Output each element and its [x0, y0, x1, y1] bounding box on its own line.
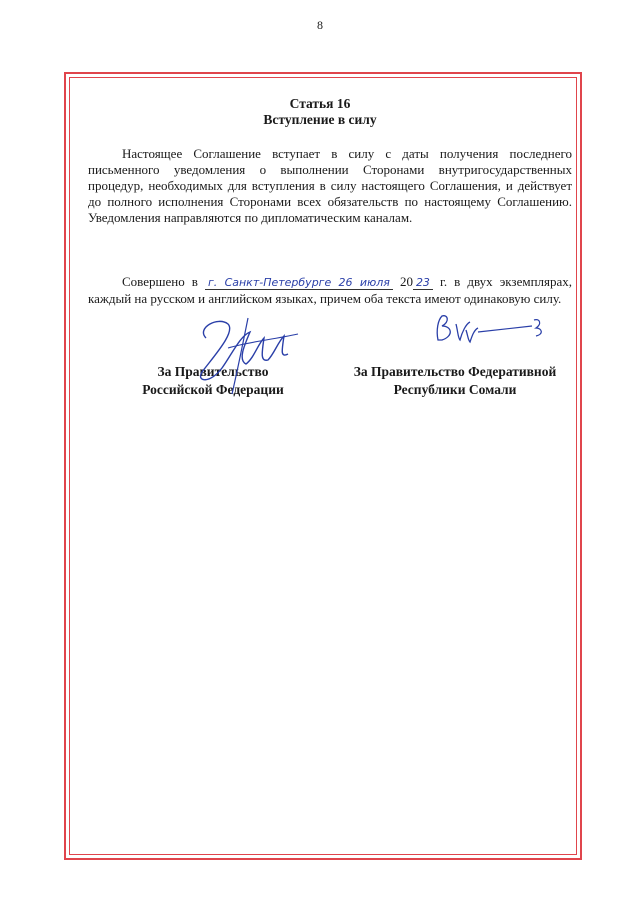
- signature-somalia: [432, 310, 552, 350]
- signatory-somalia: [330, 363, 580, 399]
- page-number: 8: [317, 18, 323, 32]
- signatory-russia-line1: За Правительство: [157, 364, 269, 379]
- article-number: Статья 16: [289, 96, 351, 111]
- done-at-suffix: г. в двух экземплярах, каждый на русском и английском языках, причем оба текста имеют одинаковую силу.: [88, 274, 573, 306]
- year-prefix: 20: [399, 274, 413, 289]
- signatory-russia-line2: Российской Федерации: [142, 382, 284, 397]
- paragraph-done-at: [88, 274, 572, 307]
- done-at-prefix: Совершено в: [122, 274, 198, 289]
- signatory-somalia-line2: Республики Сомали: [393, 382, 517, 397]
- handwritten-year: 23: [413, 276, 433, 290]
- article-title: Вступление в силу: [263, 112, 377, 127]
- signature-russia: [188, 298, 308, 398]
- paragraph-entry-into-force: Настоящее Соглашение вступает в силу с даты получения последнего письменного уведомления о выполнении Сторонами внутригосударственных процедур, необходимых для вступления в силу настоящего Соглашения, и действует до полного исполнения Сторонами всех обязательств по настоящему Соглашению. Уведомления направляются по дипломатическим каналам.: [88, 146, 572, 225]
- handwritten-place-date: г. Санкт-Петербурге 26 июля: [205, 276, 393, 290]
- signatory-somalia-line1: За Правительство Федеративной: [353, 364, 557, 379]
